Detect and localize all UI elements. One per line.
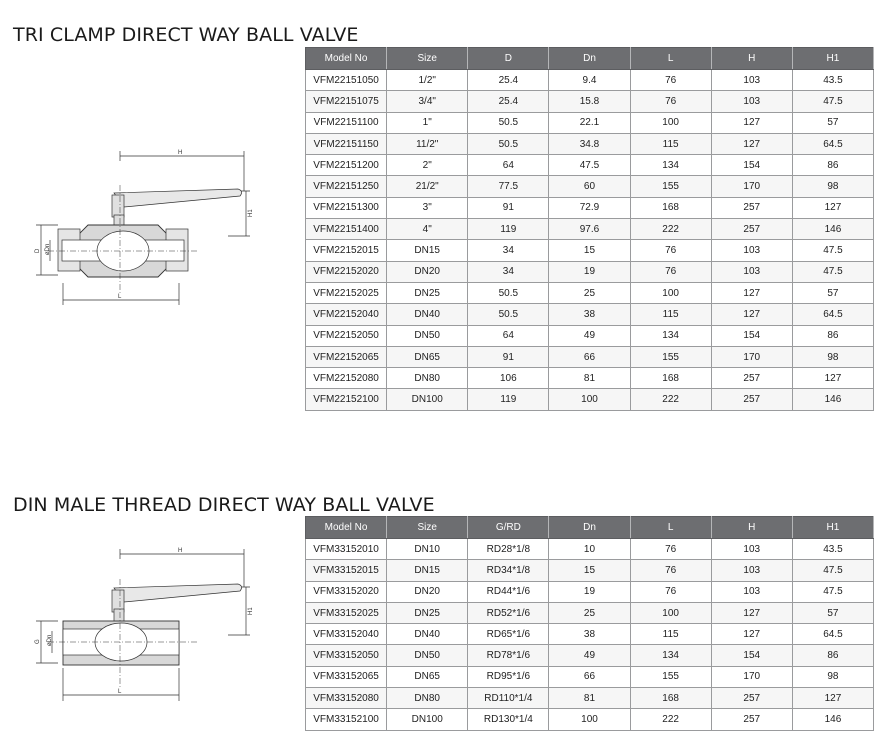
table-cell: DN15: [387, 240, 468, 261]
table-row: [306, 219, 874, 240]
table-cell: 2": [387, 155, 468, 176]
table-row: [306, 688, 874, 709]
table-cell: 50.5: [468, 304, 549, 325]
table-cell: 170: [711, 346, 792, 367]
table-cell: 15: [549, 560, 630, 581]
dim-h-label: H: [178, 548, 183, 554]
column-header: Dn: [549, 517, 630, 539]
table-cell: RD110*1/4: [468, 688, 549, 709]
table-cell: DN50: [387, 325, 468, 346]
dim-dn-label: øDn: [47, 634, 53, 646]
table-cell: 43.5: [792, 539, 873, 560]
column-header: Size: [387, 517, 468, 539]
table-cell: 77.5: [468, 176, 549, 197]
table-cell: 34: [468, 240, 549, 261]
tri-clamp-valve-drawing: [28, 145, 268, 315]
table-cell: 25.4: [468, 70, 549, 91]
table-cell: 76: [630, 261, 711, 282]
table-row: [306, 197, 874, 218]
table-cell: 127: [711, 112, 792, 133]
table-cell: VFM22152080: [306, 368, 387, 389]
table-cell: 64: [468, 325, 549, 346]
table-cell: 47.5: [792, 581, 873, 602]
table-cell: DN80: [387, 688, 468, 709]
table-cell: 170: [711, 666, 792, 687]
table-cell: 64: [468, 155, 549, 176]
table-cell: VFM22151250: [306, 176, 387, 197]
table-cell: 38: [549, 304, 630, 325]
table-cell: 10: [549, 539, 630, 560]
table-cell: DN25: [387, 602, 468, 623]
table-cell: 86: [792, 325, 873, 346]
table-row: [306, 91, 874, 112]
table-cell: 100: [549, 389, 630, 410]
table-row: [306, 304, 874, 325]
table-cell: 3": [387, 197, 468, 218]
dim-l-label: L: [118, 689, 122, 695]
table-cell: RD130*1/4: [468, 709, 549, 730]
table-cell: RD52*1/6: [468, 602, 549, 623]
table-row: [306, 539, 874, 560]
table-cell: 76: [630, 581, 711, 602]
table-cell: 81: [549, 368, 630, 389]
table-row: [306, 282, 874, 303]
table-cell: 257: [711, 368, 792, 389]
table-cell: 115: [630, 304, 711, 325]
table-row: [306, 112, 874, 133]
table-cell: 97.6: [549, 219, 630, 240]
table-cell: 115: [630, 624, 711, 645]
column-header: Model No: [306, 517, 387, 539]
column-header: Size: [387, 48, 468, 70]
column-header: H: [711, 48, 792, 70]
table-cell: DN25: [387, 282, 468, 303]
table-cell: VFM22151050: [306, 70, 387, 91]
table-cell: 76: [630, 240, 711, 261]
table-row: [306, 133, 874, 154]
table-cell: 222: [630, 709, 711, 730]
table-cell: 76: [630, 70, 711, 91]
table-cell: 49: [549, 645, 630, 666]
table-cell: 257: [711, 688, 792, 709]
table-cell: DN40: [387, 624, 468, 645]
table-cell: VFM22151150: [306, 133, 387, 154]
table-cell: 100: [630, 282, 711, 303]
table-cell: 127: [711, 624, 792, 645]
column-header: D: [468, 48, 549, 70]
table-cell: VFM22151400: [306, 219, 387, 240]
table-cell: 127: [792, 688, 873, 709]
table-cell: 25.4: [468, 91, 549, 112]
table-cell: 119: [468, 219, 549, 240]
table-cell: DN100: [387, 389, 468, 410]
table-cell: VFM33152015: [306, 560, 387, 581]
table-cell: VFM33152080: [306, 688, 387, 709]
table-cell: 19: [549, 581, 630, 602]
column-header: L: [630, 517, 711, 539]
table-cell: VFM22151075: [306, 91, 387, 112]
table-cell: 64.5: [792, 624, 873, 645]
table-cell: 103: [711, 91, 792, 112]
table-cell: 43.5: [792, 70, 873, 91]
table-cell: 127: [711, 282, 792, 303]
table-cell: 50.5: [468, 282, 549, 303]
table-row: [306, 560, 874, 581]
table-cell: 1/2": [387, 70, 468, 91]
table-cell: 134: [630, 325, 711, 346]
table-cell: 3/4": [387, 91, 468, 112]
table-row: [306, 261, 874, 282]
table-cell: 103: [711, 581, 792, 602]
table-cell: 47.5: [549, 155, 630, 176]
table-cell: 25: [549, 282, 630, 303]
din-male-thread-valve-drawing: [28, 543, 268, 708]
table-row: [306, 666, 874, 687]
table-cell: 257: [711, 219, 792, 240]
table-row: [306, 325, 874, 346]
table-cell: VFM22151200: [306, 155, 387, 176]
table-row: [306, 176, 874, 197]
table-row: [306, 602, 874, 623]
section-title-tri-clamp: TRI CLAMP DIRECT WAY BALL VALVE: [13, 23, 359, 46]
table-cell: 60: [549, 176, 630, 197]
table-cell: VFM33152010: [306, 539, 387, 560]
table-cell: 15.8: [549, 91, 630, 112]
table-cell: 86: [792, 645, 873, 666]
table-cell: 155: [630, 666, 711, 687]
table-cell: DN40: [387, 304, 468, 325]
table-cell: 47.5: [792, 91, 873, 112]
table-row: [306, 645, 874, 666]
table-cell: VFM33152065: [306, 666, 387, 687]
column-header: Model No: [306, 48, 387, 70]
section-title-din-male-thread: DIN MALE THREAD DIRECT WAY BALL VALVE: [13, 493, 435, 516]
table-cell: VFM22152100: [306, 389, 387, 410]
table-cell: 127: [711, 304, 792, 325]
table-cell: 127: [711, 133, 792, 154]
table-cell: DN15: [387, 560, 468, 581]
table-cell: 64.5: [792, 133, 873, 154]
table-cell: 91: [468, 346, 549, 367]
table-cell: 168: [630, 368, 711, 389]
column-header: L: [630, 48, 711, 70]
table-cell: VFM33152100: [306, 709, 387, 730]
table-cell: VFM22152020: [306, 261, 387, 282]
table-cell: 168: [630, 197, 711, 218]
table-cell: VFM33152020: [306, 581, 387, 602]
table-cell: 146: [792, 709, 873, 730]
table-cell: VFM22152065: [306, 346, 387, 367]
table-cell: 34: [468, 261, 549, 282]
table-cell: 76: [630, 91, 711, 112]
table-cell: 50.5: [468, 133, 549, 154]
table-cell: 76: [630, 539, 711, 560]
table-cell: 119: [468, 389, 549, 410]
table-cell: DN65: [387, 346, 468, 367]
table-cell: 103: [711, 539, 792, 560]
table-cell: 103: [711, 560, 792, 581]
dim-h1-label: H1: [248, 209, 254, 217]
table-cell: 91: [468, 197, 549, 218]
column-header: Dn: [549, 48, 630, 70]
table-cell: 146: [792, 389, 873, 410]
table-cell: 134: [630, 155, 711, 176]
table-cell: 155: [630, 176, 711, 197]
table-cell: 155: [630, 346, 711, 367]
table-cell: VFM22152015: [306, 240, 387, 261]
table-row: [306, 368, 874, 389]
table-cell: 47.5: [792, 560, 873, 581]
table-cell: VFM22152025: [306, 282, 387, 303]
table-cell: 15: [549, 240, 630, 261]
table-cell: RD65*1/6: [468, 624, 549, 645]
table-cell: 98: [792, 176, 873, 197]
table-cell: RD28*1/8: [468, 539, 549, 560]
table-row: [306, 155, 874, 176]
table-cell: 47.5: [792, 240, 873, 261]
table-cell: DN65: [387, 666, 468, 687]
table-cell: RD78*1/6: [468, 645, 549, 666]
table-row: [306, 389, 874, 410]
table-cell: 21/2": [387, 176, 468, 197]
table-cell: VFM33152050: [306, 645, 387, 666]
table-row: [306, 581, 874, 602]
table-cell: 49: [549, 325, 630, 346]
table-cell: DN20: [387, 261, 468, 282]
table-cell: 154: [711, 325, 792, 346]
column-header: H: [711, 517, 792, 539]
dim-d-label: D: [35, 248, 41, 253]
table-cell: 47.5: [792, 261, 873, 282]
table-cell: 222: [630, 219, 711, 240]
table-cell: 100: [630, 112, 711, 133]
table-cell: 19: [549, 261, 630, 282]
table-cell: DN80: [387, 368, 468, 389]
table-cell: 64.5: [792, 304, 873, 325]
table-cell: 170: [711, 176, 792, 197]
dim-h1-label: H1: [248, 607, 254, 615]
table-cell: 154: [711, 155, 792, 176]
table-cell: 98: [792, 666, 873, 687]
table-cell: VFM22152050: [306, 325, 387, 346]
table-cell: 9.4: [549, 70, 630, 91]
table-cell: 100: [549, 709, 630, 730]
table-cell: 72.9: [549, 197, 630, 218]
column-header: H1: [792, 517, 873, 539]
table-cell: VFM22152040: [306, 304, 387, 325]
table-cell: 134: [630, 645, 711, 666]
table-cell: 100: [630, 602, 711, 623]
table-row: [306, 709, 874, 730]
table-cell: DN20: [387, 581, 468, 602]
table-cell: 106: [468, 368, 549, 389]
table-cell: VFM22151300: [306, 197, 387, 218]
table-cell: 154: [711, 645, 792, 666]
column-header: G/RD: [468, 517, 549, 539]
table-row: [306, 624, 874, 645]
table-cell: 81: [549, 688, 630, 709]
table-row: [306, 240, 874, 261]
table-cell: VFM33152040: [306, 624, 387, 645]
column-header: H1: [792, 48, 873, 70]
table-cell: 146: [792, 219, 873, 240]
table-cell: 222: [630, 389, 711, 410]
dim-dn-label: øDn: [45, 243, 51, 255]
table-cell: VFM33152025: [306, 602, 387, 623]
table-row: [306, 70, 874, 91]
table-cell: 257: [711, 709, 792, 730]
table-cell: 103: [711, 70, 792, 91]
table-cell: 103: [711, 240, 792, 261]
dim-l-label: L: [118, 294, 122, 300]
table-cell: 168: [630, 688, 711, 709]
table-cell: DN50: [387, 645, 468, 666]
table-cell: 98: [792, 346, 873, 367]
table-cell: 66: [549, 666, 630, 687]
table-cell: 86: [792, 155, 873, 176]
table-cell: 127: [711, 602, 792, 623]
table-cell: 11/2": [387, 133, 468, 154]
table-cell: 1": [387, 112, 468, 133]
table-cell: DN100: [387, 709, 468, 730]
table-cell: 22.1: [549, 112, 630, 133]
table-cell: VFM22151100: [306, 112, 387, 133]
table-cell: 103: [711, 261, 792, 282]
table-cell: RD34*1/8: [468, 560, 549, 581]
table-cell: 115: [630, 133, 711, 154]
table-cell: DN10: [387, 539, 468, 560]
table-cell: 4": [387, 219, 468, 240]
dim-h-label: H: [178, 150, 183, 156]
table-cell: 50.5: [468, 112, 549, 133]
table-cell: 34.8: [549, 133, 630, 154]
dim-g-label: G: [35, 639, 41, 644]
table-cell: 38: [549, 624, 630, 645]
tri-clamp-spec-table: [305, 47, 874, 411]
table-row: [306, 346, 874, 367]
table-header-row: [306, 517, 874, 539]
table-cell: RD95*1/6: [468, 666, 549, 687]
table-cell: 257: [711, 389, 792, 410]
table-cell: 127: [792, 197, 873, 218]
din-male-thread-spec-table: [305, 516, 874, 731]
table-cell: 66: [549, 346, 630, 367]
table-cell: 257: [711, 197, 792, 218]
table-cell: 57: [792, 282, 873, 303]
table-cell: 76: [630, 560, 711, 581]
table-cell: 57: [792, 602, 873, 623]
table-cell: 57: [792, 112, 873, 133]
table-cell: 127: [792, 368, 873, 389]
table-cell: 25: [549, 602, 630, 623]
table-header-row: [306, 48, 874, 70]
table-cell: RD44*1/6: [468, 581, 549, 602]
